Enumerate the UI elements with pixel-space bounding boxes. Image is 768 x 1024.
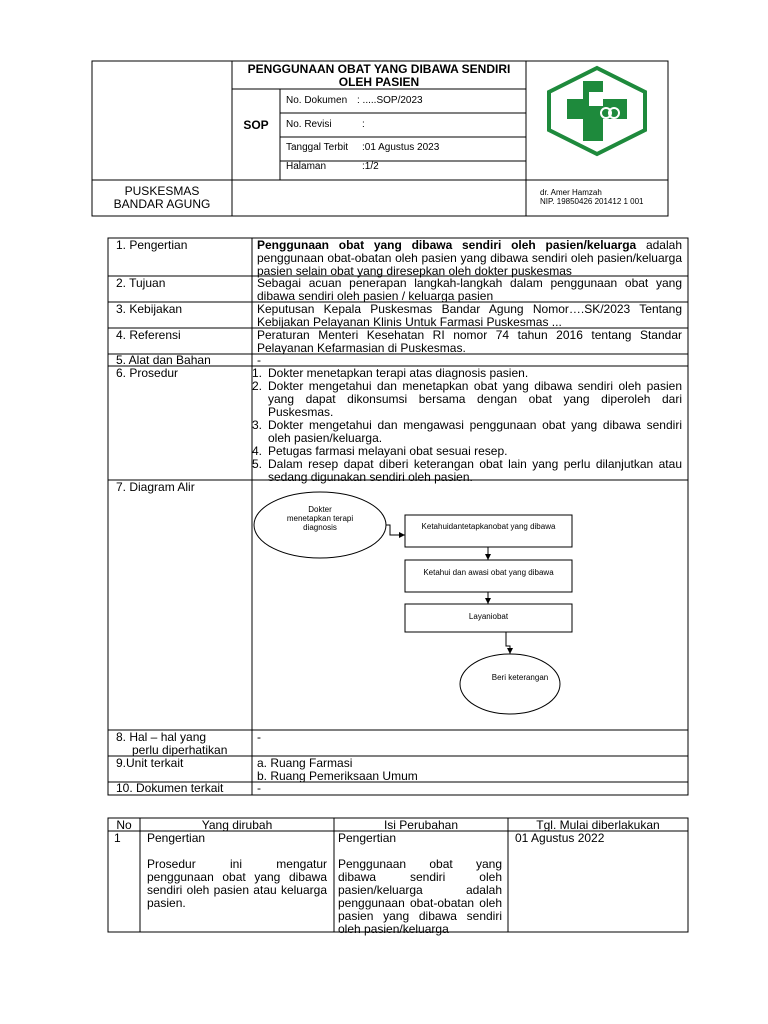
signer-name: dr. Amer Hamzah <box>540 188 602 197</box>
flow-end-text: Beri keterangan <box>491 673 549 682</box>
label-kebijakan: 3. Kebijakan <box>116 302 183 316</box>
text-hal: - <box>257 730 261 744</box>
institution-line-1: PUSKESMAS <box>124 184 200 198</box>
rev-row-changed <box>147 832 327 910</box>
no-revisi-value: : <box>362 119 365 130</box>
label-diagram: 7. Diagram Alir <box>116 480 195 494</box>
step-number: 1. <box>252 366 263 380</box>
label-hal-line: perlu diperhatikan <box>132 743 228 757</box>
institution-line-2: BANDAR AGUNG <box>113 197 211 211</box>
label-prosedur: 6. Prosedur <box>116 366 179 380</box>
tanggal-label: Tanggal Terbit <box>286 142 349 153</box>
pengertian-bold: Penggunaan obat yang dibawa sendiri oleh pasien/keluarga <box>257 238 637 252</box>
text-dokumen: - <box>257 781 261 795</box>
step-number: 4. <box>252 444 263 458</box>
flow-start-text <box>280 505 360 532</box>
flow-box-3-text: Layaniobat <box>468 612 509 621</box>
label-tujuan: 2. Tujuan <box>116 276 166 290</box>
label-referensi: 4. Referensi <box>116 328 181 342</box>
step-text: Petugas farmasi melayani obat sesuai resep. <box>268 444 508 458</box>
step-number: 5. <box>252 457 263 471</box>
rev-row-content <box>338 832 502 936</box>
rev-content-text: Penggunaan obat yang dibawa sendiri oleh pasien/keluarga adalah penggunaan obat-obatan oleh pasien yang dibawa sendiri oleh pasien/keluarga <box>338 857 502 936</box>
label-unit: 9.Unit terkait <box>116 756 184 770</box>
text-kebijakan: Keputusan Kepala Puskesmas Bandar Agung Nomor….SK/2023 Tentang Kebijakan Pelayanan Klinis Untuk Farmasi Puskesmas ... <box>257 302 682 329</box>
text-alat: - <box>257 353 261 367</box>
step-number: 3. <box>252 418 263 432</box>
flow-box-1-text: Ketahuidantetapkanobat yang dibawa <box>421 522 556 531</box>
rev-header-date: Tgl. Mulai diberlakukan <box>536 818 660 832</box>
tanggal-value: :01 Agustus 2023 <box>362 142 440 153</box>
label-alat: 5. Alat dan Bahan <box>116 353 211 367</box>
no-revisi-label: No. Revisi <box>286 119 332 130</box>
signer-nip: NIP. 19850426 201412 1 001 <box>540 197 644 206</box>
flow-box-1 <box>405 515 572 547</box>
puskesmas-logo <box>549 68 645 154</box>
step-text: Dokter mengetahui dan mengawasi penggunaan obat yang dibawa sendiri oleh pasien/keluarga. <box>268 418 682 445</box>
institution-name <box>92 185 232 211</box>
unit-line: b. Ruang Pemeriksaan Umum <box>257 769 418 783</box>
prosedur-list <box>252 367 682 484</box>
halaman-label: Halaman <box>286 161 327 172</box>
rev-changed-title: Pengertian <box>147 831 206 845</box>
label-pengertian: 1. Pengertian <box>116 238 188 252</box>
text-referensi: Peraturan Menteri Kesehatan RI nomor 74 tahun 2016 tentang Standar Pelayanan Kefarmasian di Puskesmas. <box>257 328 682 355</box>
step-text: Dokter menetapkan terapi atas diagnosis pasien. <box>268 366 529 380</box>
flow-start-line: menetapkan terapi <box>286 514 354 523</box>
step-number: 2. <box>252 379 263 393</box>
text-pengertian <box>257 239 682 278</box>
flow-arrow-1 <box>386 525 405 535</box>
pengertian-rest: adalah penggunaan obat-obatan oleh pasien yang dibawa sendiri oleh pasien/keluarga pasien selain obat yang diresepkan oleh dokter puskesmas <box>257 238 682 278</box>
text-unit <box>257 757 418 783</box>
no-dokumen-label: No. Dokumen <box>286 95 348 106</box>
document-title: PENGGUNAAN OBAT YANG DIBAWA SENDIRI OLEH PASIEN <box>247 62 511 89</box>
rev-changed-text: Prosedur ini mengatur penggunaan obat yang dibawa sendiri oleh pasien atau keluarga pasien. <box>147 857 327 910</box>
rev-content-title: Pengertian <box>338 831 397 845</box>
text-tujuan: Sebagai acuan penerapan langkah-langkah dalam penggunaan obat yang dibawa sendiri oleh pasien / keluarga pasien <box>257 276 682 303</box>
no-dokumen-value: : .....SOP/2023 <box>357 95 423 106</box>
prosedur-step <box>252 419 682 445</box>
prosedur-step <box>252 380 682 419</box>
flow-start-line: diagnosis <box>303 523 337 532</box>
label-hal <box>116 731 227 757</box>
flow-start-line: Dokter <box>308 505 332 514</box>
sop-label: SOP <box>243 118 269 132</box>
label-hal-line: 8. Hal – hal yang <box>116 730 207 744</box>
halaman-value: :1/2 <box>362 161 379 172</box>
flow-end-ellipse <box>460 654 560 714</box>
rev-row-no: 1 <box>114 831 121 845</box>
rev-header-content: Isi Perubahan <box>383 818 459 832</box>
label-dokumen: 10. Dokumen terkait <box>116 781 224 795</box>
rev-header-no: No <box>116 818 132 832</box>
rev-header-changed: Yang dirubah <box>201 818 273 832</box>
unit-line: a. Ruang Farmasi <box>257 756 353 770</box>
prosedur-step <box>252 458 682 484</box>
step-text: Dalam resep dapat diberi keterangan obat lain yang perlu dilanjutkan atau sedang digunakan sendiri oleh pasien. <box>268 457 682 484</box>
flow-box-2-text: Ketahui dan awasi obat yang dibawa <box>423 568 554 577</box>
rev-row-date: 01 Agustus 2022 <box>515 831 605 845</box>
step-text: Dokter mengetahui dan menetapkan obat yang dibawa sendiri oleh pasien yang dapat dikonsumsi bersama dengan obat yang diperoleh dari Puskesmas. <box>268 379 682 419</box>
